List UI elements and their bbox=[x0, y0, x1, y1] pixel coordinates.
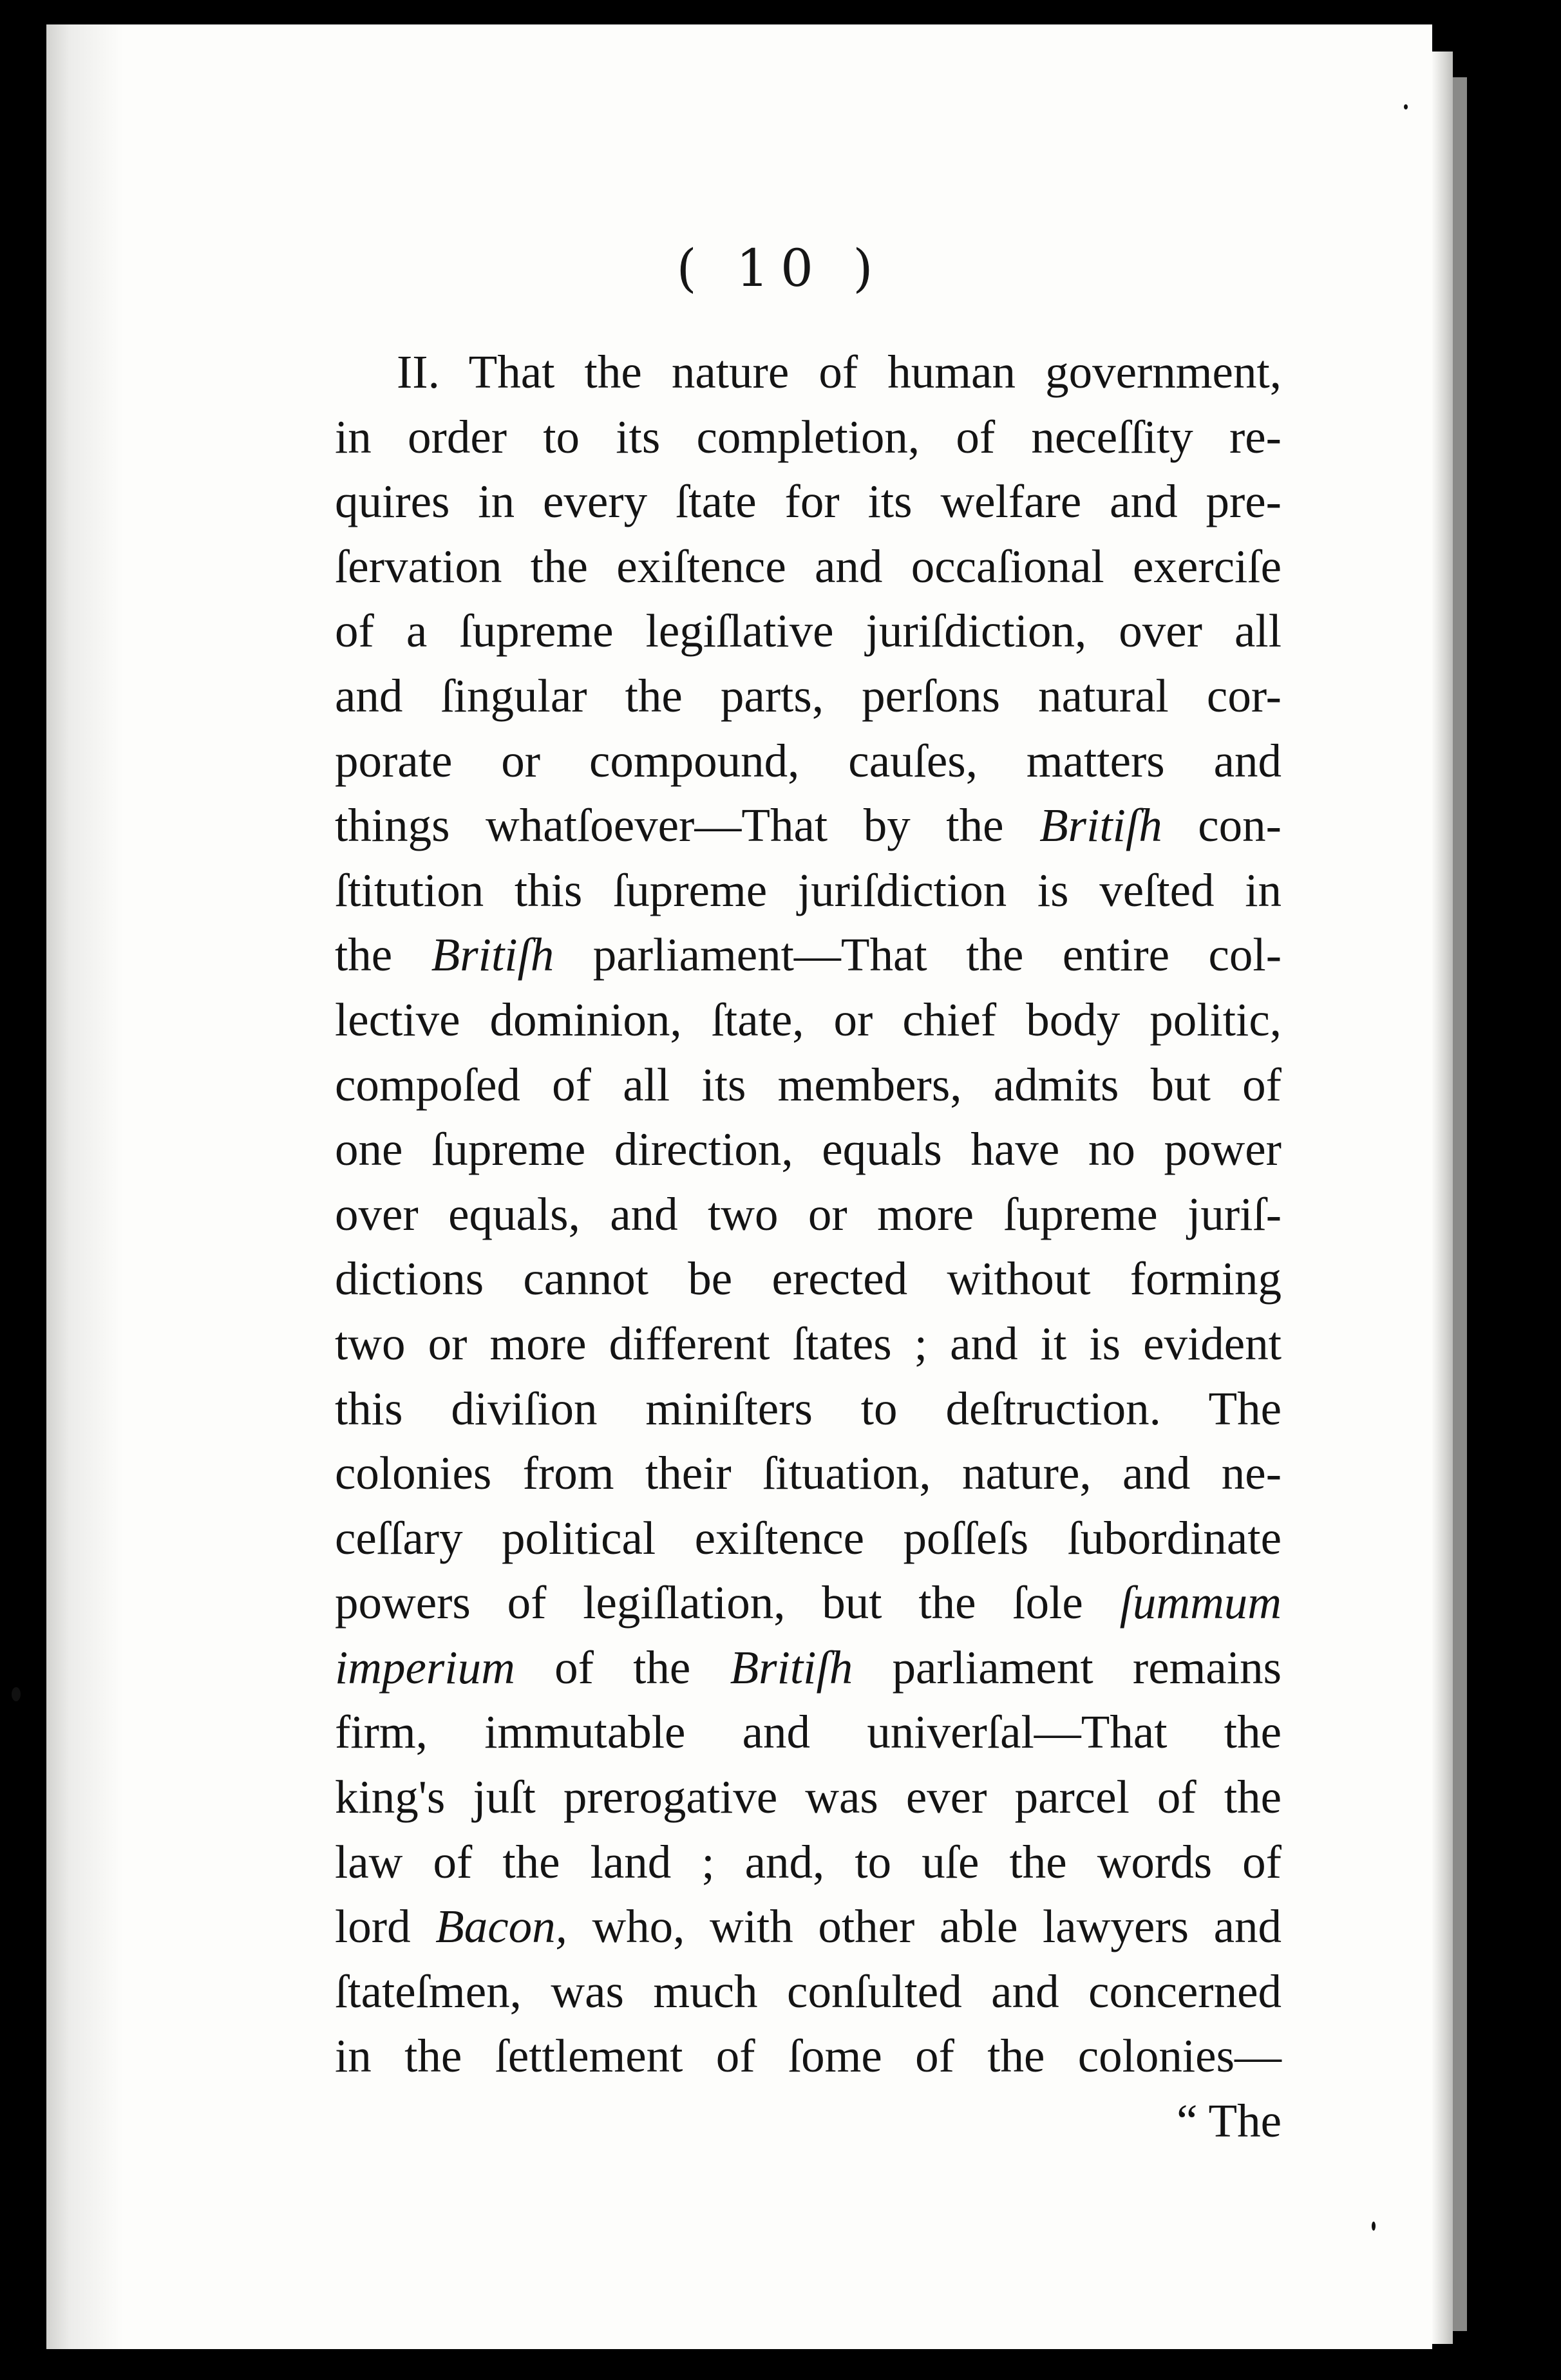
italic-text: imperium bbox=[335, 1641, 515, 1694]
page-edge bbox=[1432, 52, 1453, 2344]
text-line bbox=[335, 2024, 1282, 2089]
text-line bbox=[335, 405, 1282, 470]
text-run: colonies from their ſituation, nature, and ne- bbox=[335, 1447, 1282, 1500]
page-number: ( 10 ) bbox=[676, 238, 885, 298]
catchword: “ The bbox=[1177, 2095, 1282, 2148]
text-line bbox=[335, 923, 1282, 988]
text-line bbox=[335, 1182, 1282, 1247]
text-run: ſtateſmen, was much conſulted and concerned bbox=[335, 1965, 1282, 2017]
text-run: one ſupreme direction, equals have no power bbox=[335, 1123, 1282, 1176]
text-run: parliament remains bbox=[853, 1641, 1282, 1694]
text-run: the bbox=[335, 929, 431, 981]
page-edge-shadow bbox=[1453, 77, 1467, 2331]
text-run: porate or compound, cauſes, matters and bbox=[335, 734, 1282, 787]
text-run: two or more different ſtates ; and it is evident bbox=[335, 1317, 1282, 1370]
text-line bbox=[335, 858, 1282, 923]
text-line bbox=[335, 1441, 1282, 1506]
text-line bbox=[335, 664, 1282, 729]
text-line bbox=[335, 1053, 1282, 1118]
text-run: ceſſary political exiſtence poſſeſs ſubordinate bbox=[335, 1511, 1282, 1564]
binding-gutter bbox=[46, 24, 124, 2349]
text-run: powers of legiſlation, but the ſole bbox=[335, 1576, 1120, 1629]
text-line bbox=[335, 1765, 1282, 1830]
text-run: this diviſion miniſters to deſtruction. The bbox=[335, 1382, 1282, 1435]
text-line bbox=[335, 599, 1282, 664]
text-line bbox=[335, 1894, 1282, 1960]
text-line bbox=[335, 1830, 1282, 1895]
text-run: ſervation the exiſtence and occaſional exerciſe bbox=[335, 540, 1282, 592]
margin-speck bbox=[1404, 104, 1408, 109]
text-line bbox=[335, 1960, 1282, 2025]
text-run: of the bbox=[515, 1641, 730, 1694]
text-line bbox=[335, 1312, 1282, 1377]
text-run: quires in every ſtate for its welfare and pre- bbox=[335, 475, 1282, 528]
margin-speck bbox=[1372, 2222, 1376, 2231]
text-run: II. That the nature of human government, bbox=[397, 346, 1282, 398]
text-line bbox=[335, 793, 1282, 858]
text-line bbox=[335, 988, 1282, 1053]
italic-text: Britiſh bbox=[431, 929, 554, 981]
text-run: dictions cannot be erected without forming bbox=[335, 1252, 1282, 1305]
text-line bbox=[335, 1117, 1282, 1182]
text-run: con- bbox=[1162, 799, 1282, 852]
text-run: and ſingular the parts, perſons natural cor- bbox=[335, 669, 1282, 722]
text-run: who, with other able lawyers and bbox=[567, 1900, 1282, 1953]
text-line bbox=[335, 469, 1282, 534]
italic-text: Britiſh bbox=[1039, 799, 1162, 852]
text-run: king's juſt prerogative was ever parcel of the bbox=[335, 1771, 1282, 1824]
text-run: lective dominion, ſtate, or chief body politic, bbox=[335, 993, 1282, 1046]
text-line bbox=[335, 1247, 1282, 1312]
text-line bbox=[335, 1636, 1282, 1701]
text-line bbox=[335, 340, 1282, 405]
text-run: in the ſettlement of ſome of the colonies— bbox=[335, 2030, 1282, 2082]
text-run: in order to its completion, of neceſſity re- bbox=[335, 410, 1282, 463]
italic-text: ſummum bbox=[1119, 1576, 1282, 1629]
text-line bbox=[335, 1506, 1282, 1571]
text-run: of a ſupreme legiſlative juriſdiction, over all bbox=[335, 605, 1282, 657]
text-run: parliament—That the entire col- bbox=[554, 929, 1282, 981]
italic-text: Britiſh bbox=[730, 1641, 853, 1694]
text-line bbox=[335, 1571, 1282, 1636]
text-line bbox=[335, 1700, 1282, 1765]
text-run: compoſed of all its members, admits but of bbox=[335, 1058, 1282, 1111]
text-run: lord bbox=[335, 1900, 436, 1953]
margin-speck bbox=[12, 1687, 21, 1701]
text-run: firm, immutable and univerſal—That the bbox=[335, 1706, 1282, 1759]
text-run: law of the land ; and, to uſe the words of bbox=[335, 1835, 1282, 1888]
text-run: things whatſoever—That by the bbox=[335, 799, 1040, 852]
text-line bbox=[335, 534, 1282, 600]
body-text bbox=[335, 340, 1282, 2154]
text-run: ſtitution this ſupreme juriſdiction is veſted in bbox=[335, 864, 1282, 916]
text-run: over equals, and two or more ſupreme juriſ- bbox=[335, 1187, 1282, 1240]
text-line bbox=[335, 1377, 1282, 1442]
italic-text: Bacon, bbox=[435, 1900, 567, 1953]
text-line bbox=[335, 729, 1282, 794]
